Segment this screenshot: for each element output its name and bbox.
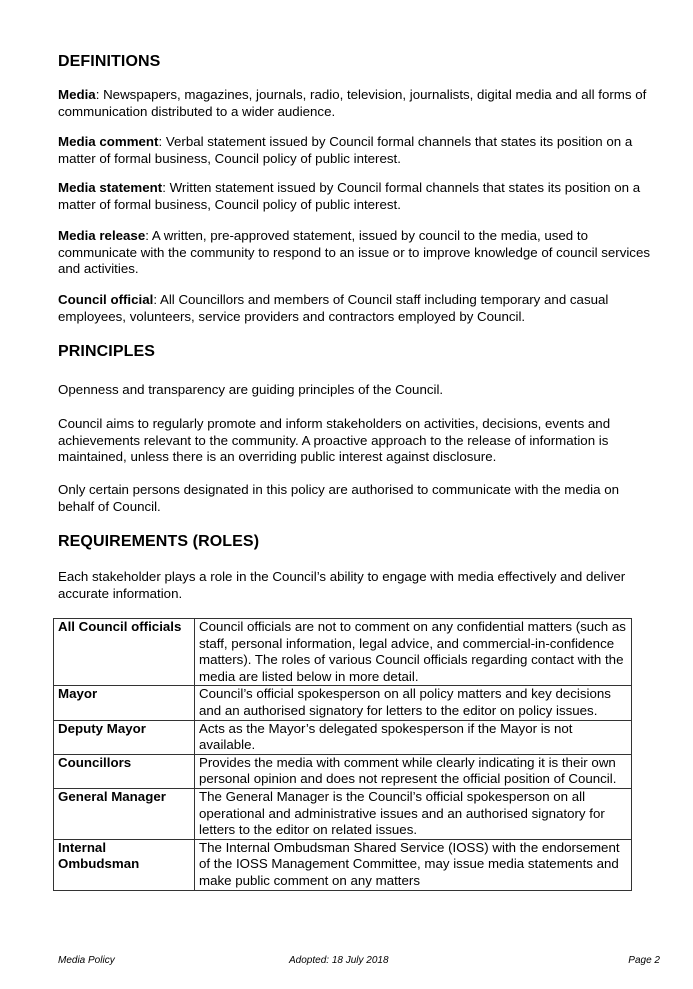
requirements-intro: Each stakeholder plays a role in the Council’s ability to engage with media effectively and deliver accurate information. [58, 569, 626, 601]
definition-media [58, 87, 658, 120]
role-cell: General Manager [54, 788, 195, 839]
table-row [54, 754, 632, 788]
description-cell: The Internal Ombudsman Shared Service (IOSS) with the endorsement of the IOSS Management Committee, may issue media statements and make public comment on any matters [195, 839, 632, 890]
definition-text: : Written statement issued by Council formal channels that states its position on a matter of formal business, Council policy of public interest. [58, 180, 641, 212]
definition-term: Media release [58, 228, 146, 243]
definition-council-official [58, 292, 658, 325]
footer-adopted-date: Adopted: 18 July 2018 [289, 955, 389, 966]
principles-paragraph: Council aims to regularly promote and inform stakeholders on activities, decisions, events and achievements relevant to the community. A proactive approach to the release of information is maintained, unless there is an overriding public interest against disclosure. [58, 416, 611, 465]
principles-heading: PRINCIPLES [58, 343, 156, 360]
definition-media-statement [58, 180, 658, 213]
footer-page-number: Page 2 [628, 955, 660, 966]
definition-text: : Verbal statement issued by Council formal channels that states its position on a matter of formal business, Council policy of public interest. [58, 134, 633, 166]
role-cell: Mayor [54, 686, 195, 720]
definition-text: : All Councillors and members of Council staff including temporary and casual employees, volunteers, service providers and contractors employed by Council. [58, 292, 609, 324]
definitions-heading: DEFINITIONS [58, 53, 161, 70]
table-row [54, 788, 632, 839]
footer-document-title: Media Policy [58, 955, 115, 966]
definition-term: Media comment [58, 134, 159, 149]
role-cell: All Council officials [54, 619, 195, 686]
definition-media-comment [58, 134, 658, 167]
definition-term: Council official [58, 292, 154, 307]
table-row [54, 686, 632, 720]
definition-media-release [58, 228, 658, 278]
role-cell: Internal Ombudsman [54, 839, 195, 890]
roles-table [53, 618, 632, 891]
definition-term: Media [58, 87, 96, 102]
description-cell: Council officials are not to comment on any confidential matters (such as staff, personal information, legal advice, and commercial-in-confidence matters). The roles of various Council officials regarding contact with the media are listed below in more detail. [195, 619, 632, 686]
principles-paragraph: Openness and transparency are guiding principles of the Council. [58, 382, 444, 397]
description-cell: Council’s official spokesperson on all policy matters and key decisions and an authorised signatory for letters to the editor on policy issues. [195, 686, 632, 720]
definition-term: Media statement [58, 180, 163, 195]
table-row [54, 619, 632, 686]
description-cell: Provides the media with comment while clearly indicating it is their own personal opinion and does not represent the official position of Council. [195, 754, 632, 788]
definition-text: : Newspapers, magazines, journals, radio, television, journalists, digital media and all forms of communication distributed to a wider audience. [58, 87, 647, 119]
table-row [54, 839, 632, 890]
role-cell: Councillors [54, 754, 195, 788]
description-cell: The General Manager is the Council’s official spokesperson on all operational and administrative issues and an authorised signatory for letters to the editor on related issues. [195, 788, 632, 839]
principles-paragraph: Only certain persons designated in this policy are authorised to communicate with the media on behalf of Council. [58, 482, 619, 514]
table-row [54, 720, 632, 754]
description-cell: Acts as the Mayor’s delegated spokesperson if the Mayor is not available. [195, 720, 632, 754]
definition-text: : A written, pre-approved statement, issued by council to the media, used to communicate with the community to respond to an issue or to improve knowledge of council services and activities. [58, 228, 650, 277]
role-cell: Deputy Mayor [54, 720, 195, 754]
requirements-heading: REQUIREMENTS (ROLES) [58, 533, 260, 550]
